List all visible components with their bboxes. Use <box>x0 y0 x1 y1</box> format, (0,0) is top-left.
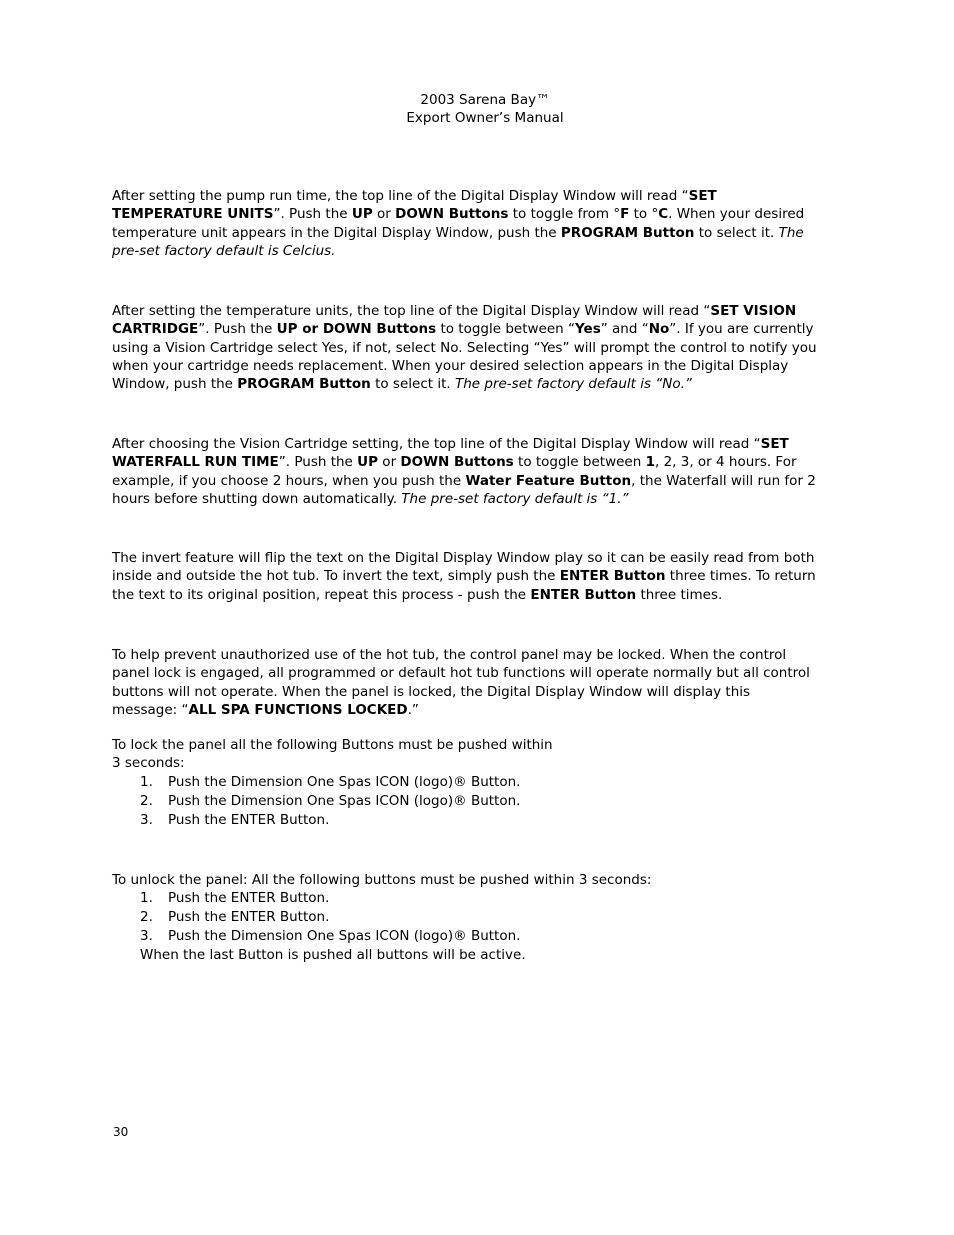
paragraph-vision-cartridge: After setting the temperature units, the top line of the Digital Display Window will read “SET VISION CARTRIDGE”. Push the UP or DOWN Buttons to toggle between “Yes” and “No”. If you are currently using a Vision Cartridge select Yes, if not, select No. Selecting “Yes” will prompt the control to notify you when your cartridge needs replacement. When your desired selection appears in the Digital Display Window, push the PROGRAM Button to select it. The pre-set factory default is “No.” <box>112 303 817 393</box>
unlock-note: When the last Button is pushed all buttons will be active. <box>140 947 526 964</box>
paragraph-temperature-units: After setting the pump run time, the top line of the Digital Display Window will read “SET TEMPERATURE UNITS”. Push the UP or DOWN Buttons to toggle from °F to °C. When your desired temperature unit appears in the Digital Display Window, push the PROGRAM Button to select it. The pre-set factory default is Celcius. <box>112 188 805 259</box>
list-item: 2. Push the ENTER Button. <box>140 909 330 926</box>
header-subtitle: Export Owner’s Manual <box>406 110 564 126</box>
lock-intro-line-2: 3 seconds: <box>112 755 185 772</box>
list-item: 1. Push the ENTER Button. <box>140 890 330 907</box>
unlock-intro: To unlock the panel: All the following buttons must be pushed within 3 seconds: <box>112 872 652 888</box>
header-title: 2003 Sarena Bay™ <box>420 92 550 108</box>
lock-intro-line-1: To lock the panel all the following Buttons must be pushed within <box>112 737 553 753</box>
lock-steps-list <box>112 773 817 830</box>
page-number: 30 <box>113 1125 129 1139</box>
list-item: 2. Push the Dimension One Spas ICON (logo)® Button. <box>140 792 521 809</box>
lock-instructions <box>112 736 817 830</box>
paragraph-panel-lock: To help prevent unauthorized use of the hot tub, the control panel may be locked. When the control panel lock is engaged, all programmed or default hot tub functions will operate normally but all control buttons will not operate. When the panel is locked, the Digital Display Window will display this message: “ALL SPA FUNCTIONS LOCKED.” <box>112 647 810 718</box>
page-header <box>0 91 954 127</box>
paragraph-waterfall-run-time: After choosing the Vision Cartridge setting, the top line of the Digital Display Window will read “SET WATERFALL RUN TIME”. Push the UP or DOWN Buttons to toggle between 1, 2, 3, or 4 hours. For example, if you choose 2 hours, when you push the Water Feature Button, the Waterfall will run for 2 hours before shutting down automatically. The pre-set factory default is “1.” <box>112 436 816 507</box>
paragraph-invert-feature: The invert feature will flip the text on the Digital Display Window play so it can be easily read from both inside and outside the hot tub. To invert the text, simply push the ENTER Button three times. To return the text to its original position, repeat this process - push the ENTER Button three times. <box>112 550 816 603</box>
unlock-steps-list <box>112 889 817 946</box>
unlock-instructions <box>112 871 817 964</box>
list-item: 3. Push the Dimension One Spas ICON (logo)® Button. <box>140 928 521 945</box>
list-item: 1. Push the Dimension One Spas ICON (logo)® Button. <box>140 773 521 790</box>
list-item: 3. Push the ENTER Button. <box>140 811 330 828</box>
